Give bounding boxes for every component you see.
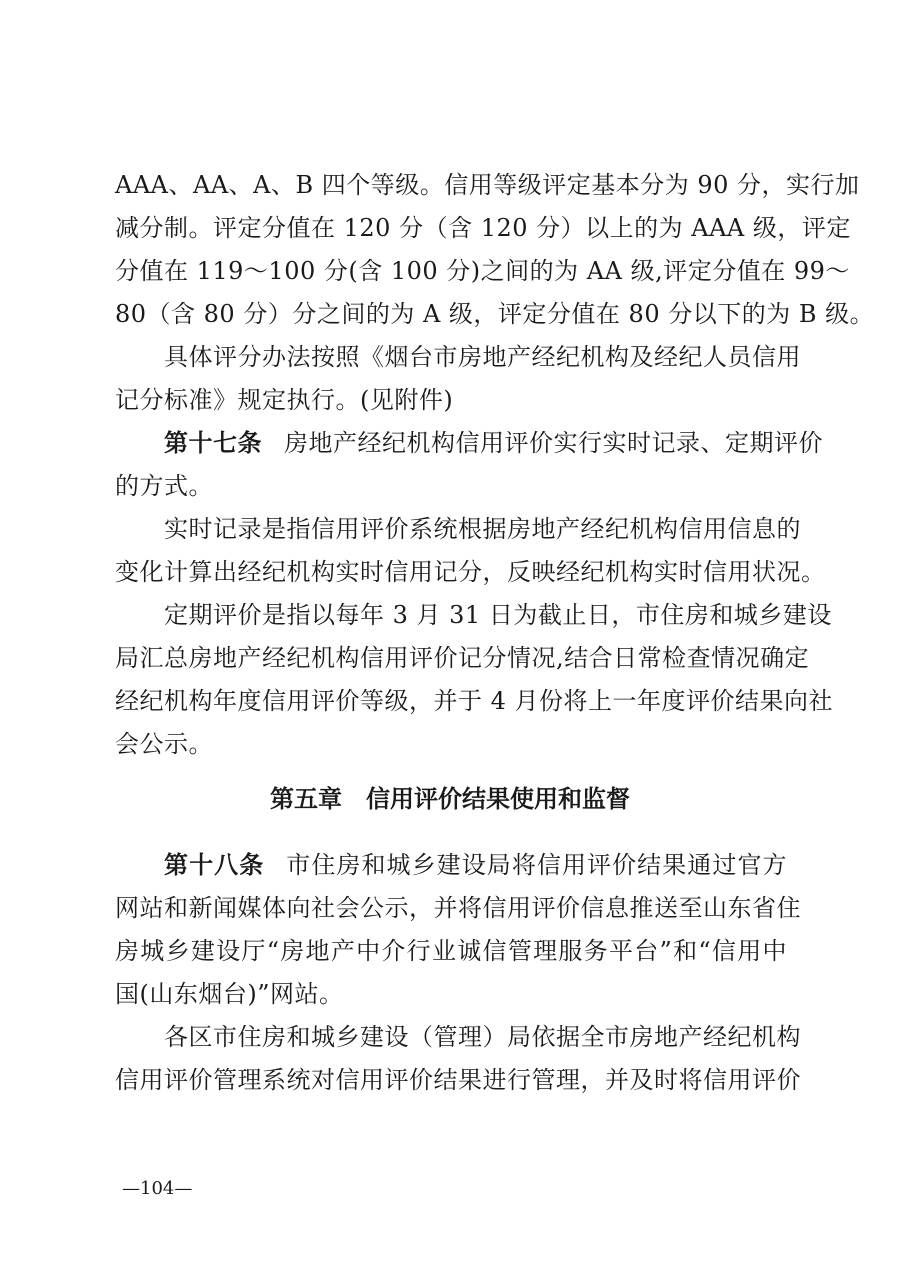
page-number: —104— xyxy=(122,1178,193,1199)
chapter-heading xyxy=(0,784,900,814)
text-line: 实时记录是指信用评价系统根据房地产经纪机构信用信息的 xyxy=(164,515,801,543)
chapter-title: 信用评价结果使用和监督 xyxy=(366,785,630,813)
text-line: 国(山东烟台)”网站。 xyxy=(115,980,344,1008)
text-line: 变化计算出经纪机构实时信用记分，反映经纪机构实时信用状况。 xyxy=(115,558,826,586)
text-line: 网站和新闻媒体向社会公示，并将信用评价信息推送至山东省住 xyxy=(115,894,801,922)
article-17-text: 房地产经纪机构信用评价实行实时记录、定期评价 xyxy=(284,429,823,457)
article-17-line xyxy=(164,428,823,458)
chapter-number: 第五章 xyxy=(270,785,342,813)
text-line: 定期评价是指以每年 3 月 31 日为截止日，市住房和城乡建设 xyxy=(164,601,832,629)
text-line: 局汇总房地产经纪机构信用评价记分情况,结合日常检查情况确定 xyxy=(115,644,810,672)
text-line: 经纪机构年度信用评价等级，并于 4 月份将上一年度评价结果向社 xyxy=(115,687,834,715)
text-line: 减分制。评定分值在 120 分（含 120 分）以上的为 AAA 级，评定 xyxy=(115,214,851,242)
article-18-text: 市住房和城乡建设局将信用评价结果通过官方 xyxy=(286,851,788,879)
text-line: 记分标准》规定执行。(见附件) xyxy=(115,386,454,414)
article-17-label: 第十七条 xyxy=(164,429,262,457)
text-line: 80（含 80 分）分之间的为 A 级，评定分值在 80 分以下的为 B 级。 xyxy=(115,300,875,328)
text-line: 分值在 119～100 分(含 100 分)之间的为 AA 级,评定分值在 99～ xyxy=(115,257,850,285)
text-line: 具体评分办法按照《烟台市房地产经纪机构及经纪人员信用 xyxy=(164,343,801,371)
text-line: 房城乡建设厅“房地产中介行业诚信管理服务平台”和“信用中 xyxy=(115,937,787,965)
text-line: 会公示。 xyxy=(115,730,213,758)
article-18-line xyxy=(164,850,787,880)
article-18-label: 第十八条 xyxy=(164,851,265,879)
text-line: AAA、AA、A、B 四个等级。信用等级评定基本分为 90 分，实行加 xyxy=(115,171,860,199)
text-line: 各区市住房和城乡建设（管理）局依据全市房地产经纪机构 xyxy=(164,1023,801,1051)
text-line: 信用评价管理系统对信用评价结果进行管理，并及时将信用评价 xyxy=(115,1066,801,1094)
text-line: 的方式。 xyxy=(115,472,213,500)
